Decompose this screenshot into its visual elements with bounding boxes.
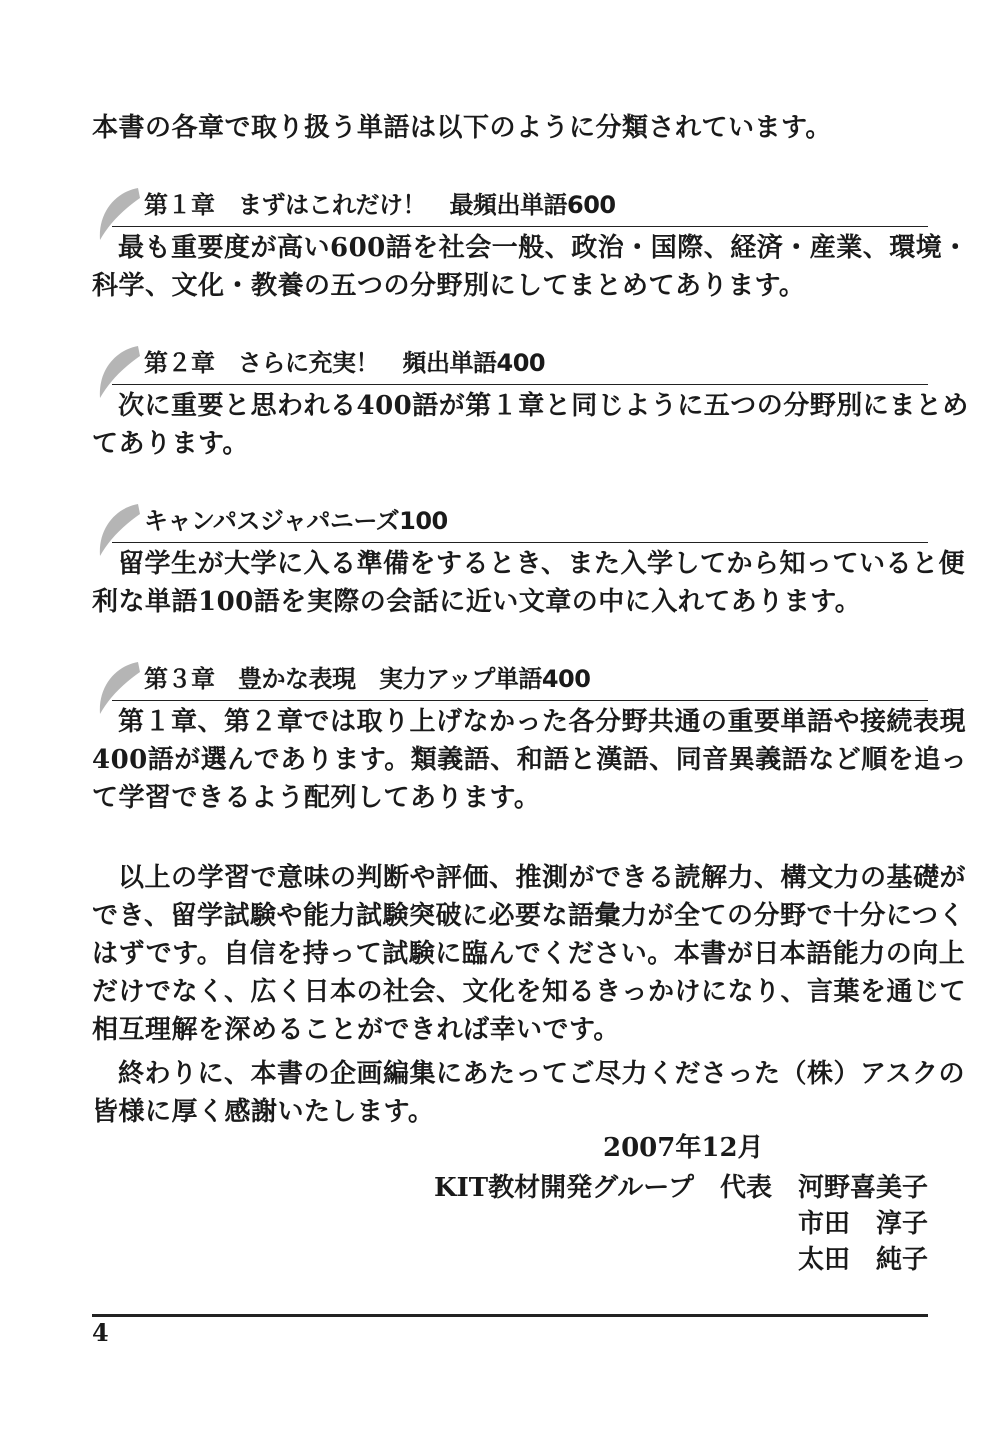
signature-group: KIT教材開発グループ 代表 河野喜美子 xyxy=(433,1173,928,1203)
closing-line-5: 相互理解を深めることができれば幸いです。 xyxy=(92,1015,620,1045)
signature-date: 2007年12月 xyxy=(603,1133,764,1163)
section-4-line-2: 400語が選んであります。類義語、和語と漢語、同音異義語など順を追っ xyxy=(92,745,968,775)
section-heading-4 xyxy=(92,660,928,706)
section-4-line-3: て学習できるよう配列してあります。 xyxy=(92,783,541,813)
closing-line-3: はずです。自信を持って試験に臨んでください。本書が日本語能力の向上 xyxy=(92,939,966,969)
footer-rule xyxy=(92,1314,928,1317)
signature-member-2: 太田 純子 xyxy=(797,1245,928,1275)
section-2-line-2: てあります。 xyxy=(92,429,249,459)
closing-line-4: だけでなく、広く日本の社会、文化を知るきっかけになり、言葉を通じて xyxy=(92,977,966,1007)
section-underline xyxy=(112,226,928,227)
closing-line-1: 以上の学習で意味の判断や評価、推測ができる読解力、構文力の基礎が xyxy=(118,863,967,893)
closing-line-2: でき、留学試験や能力試験突破に必要な語彙力が全ての分野で十分につく xyxy=(92,901,965,931)
section-4-line-1: 第１章、第２章では取り上げなかった各分野共通の重要単語や接続表現 xyxy=(118,707,967,737)
section-1-line-1: 最も重要度が高い600語を社会一般、政治・国際、経済・産業、環境・ xyxy=(118,233,969,263)
thanks-line-1: 終わりに、本書の企画編集にあたってご尽力くださった（株）アスクの xyxy=(118,1059,965,1089)
signature-member-1: 市田 淳子 xyxy=(797,1209,928,1239)
section-underline xyxy=(112,384,928,385)
section-title: 第３章 豊かな表現 実力アップ単語400 xyxy=(144,665,591,693)
section-1-line-2: 科学、文化・教養の五つの分野別にしてまとめてあります。 xyxy=(92,271,806,301)
section-title: 第２章 さらに充実！ 頻出単語400 xyxy=(144,349,546,377)
page-number: 4 xyxy=(92,1318,109,1347)
section-underline xyxy=(112,700,928,701)
intro-text: 本書の各章で取り扱う単語は以下のように分類されています。 xyxy=(92,113,832,143)
section-2-line-1: 次に重要と思われる400語が第１章と同じように五つの分野別にまとめ xyxy=(118,391,969,421)
section-title: 第１章 まずはこれだけ！ 最頻出単語600 xyxy=(144,191,616,219)
section-title: キャンパスジャパニーズ100 xyxy=(144,507,448,535)
section-underline xyxy=(112,542,928,543)
section-heading-3 xyxy=(92,502,928,548)
section-3-line-1: 留学生が大学に入る準備をするとき、また入学してから知っていると便 xyxy=(118,549,965,579)
section-heading-2 xyxy=(92,344,928,390)
thanks-line-2: 皆様に厚く感謝いたします。 xyxy=(92,1097,435,1127)
section-3-line-2: 利な単語100語を実際の会話に近い文章の中に入れてあります。 xyxy=(92,587,862,617)
section-heading-1 xyxy=(92,186,928,232)
